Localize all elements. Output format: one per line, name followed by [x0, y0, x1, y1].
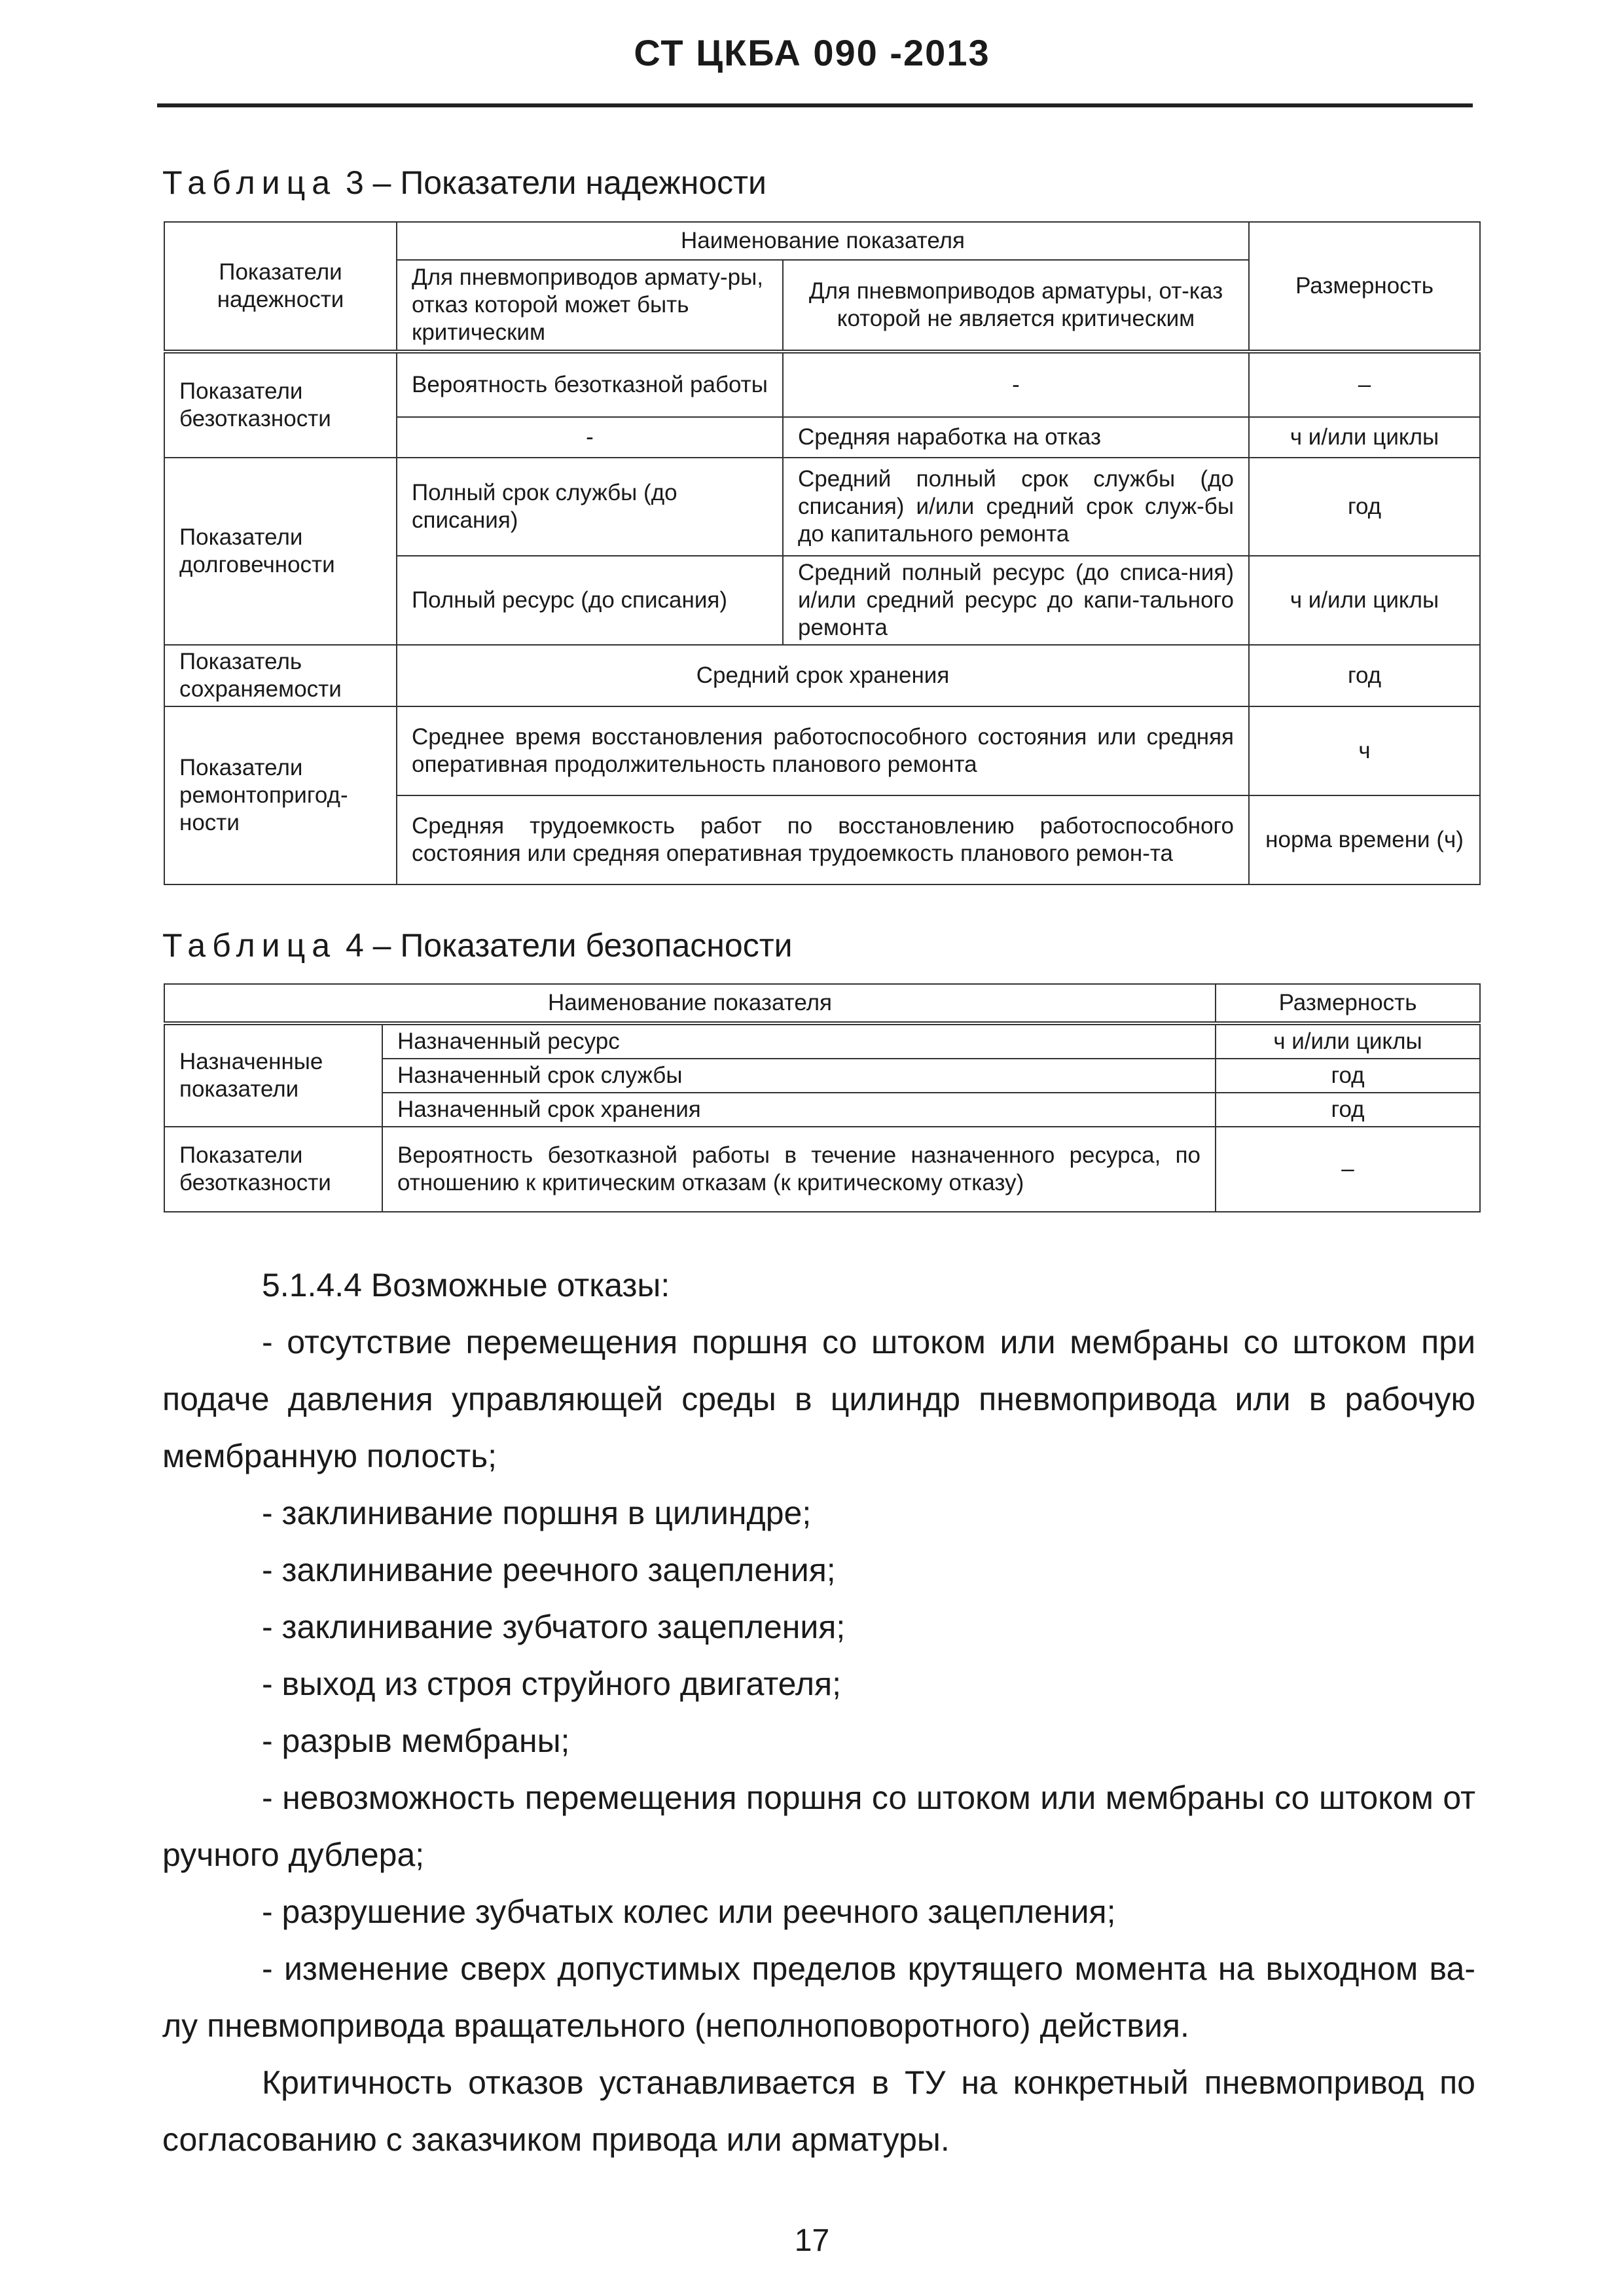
table3-group-storage: Показатель сохраняемости [164, 645, 397, 706]
table4-group-failsafe: Показатели безотказности [164, 1127, 382, 1212]
table3-cell: ч [1249, 706, 1480, 795]
header-rule [157, 103, 1473, 107]
table3-cell: год [1249, 645, 1480, 706]
table3-cell: норма времени (ч) [1249, 795, 1480, 884]
closing-paragraph: Критичность отказов устанавливается в ТУ на конкретный пневмопривод по согласованию с заказчиком привода или арматуры. [162, 2064, 1475, 2158]
table4-group-assigned: Назначенные показатели [164, 1023, 382, 1127]
table3-group-repair: Показатели ремонтопригод-ности [164, 706, 397, 884]
list-item: - отсутствие перемещения поршня со штоком или мембраны со штоком при подаче давления управляющей среды в цилиндр пневмопривода или в рабочую мембранную полость; [162, 1324, 1475, 1474]
table4-cell: Назначенный срок хранения [382, 1093, 1216, 1127]
list-item: - разрыв мембраны; [262, 1722, 570, 1759]
table3-cell: Средняя трудоемкость работ по восстановлению работоспособного состояния или средняя оперативная трудоемкость планового ремон-та [397, 795, 1249, 884]
table4-cell: ч и/или циклы [1216, 1023, 1480, 1059]
list-item: - разрушение зубчатых колес или реечного зацепления; [262, 1893, 1116, 1930]
table3-cell: Средний полный ресурс (до списа-ния) и/или средний ресурс до капи-тального ремонта [783, 556, 1249, 645]
list-item: - изменение сверх допустимых пределов крутящего момента на выходном ва-лу пневмопривода вращательного (неполноповоротного) действия. [162, 1950, 1475, 2044]
reliability-table [164, 221, 1481, 885]
table4-cell: год [1216, 1093, 1480, 1127]
table3-group-durability: Показатели долговечности [164, 458, 397, 645]
table3-caption-text: 3 – Показатели надежности [345, 164, 767, 201]
table4-cell: Назначенный срок службы [382, 1059, 1216, 1093]
table4-cell: Назначенный ресурс [382, 1023, 1216, 1059]
section-heading: 5.1.4.4 Возможные отказы: [262, 1267, 670, 1303]
table3-cell: Средний полный срок службы (до списания) и/или средний срок служ-бы до капитального ремонта [783, 458, 1249, 556]
table3-cell: ч и/или циклы [1249, 417, 1480, 458]
table3-cell: - [783, 352, 1249, 417]
table3-group-failsafe: Показатели безотказности [164, 352, 397, 458]
table3-head-noncritical: Для пневмоприводов арматуры, от-каз которой не является критическим [783, 260, 1249, 352]
list-item: - выход из строя струйного двигателя; [262, 1666, 841, 1702]
table4-caption-label: Таблица [162, 927, 337, 964]
safety-table [164, 983, 1481, 1212]
table3-caption [162, 164, 767, 202]
table4-cell: – [1216, 1127, 1480, 1212]
document-header: СТ ЦКБА 090 -2013 [634, 32, 990, 73]
table4-cell: год [1216, 1059, 1480, 1093]
table4-caption-text: 4 – Показатели безопасности [345, 927, 793, 964]
list-item: - заклинивание зубчатого зацепления; [262, 1609, 846, 1645]
table3-cell: - [397, 417, 783, 458]
table4-cell: Вероятность безотказной работы в течение назначенного ресурса, по отношению к критическим отказам (к критическому отказу) [382, 1127, 1216, 1212]
table4-caption [162, 926, 793, 964]
table3-cell: Среднее время восстановления работоспособного состояния или средняя оперативная продолжительность планового ремонта [397, 706, 1249, 795]
table3-cell: ч и/или циклы [1249, 556, 1480, 645]
table3-head-critical: Для пневмоприводов армату-ры, отказ которой может быть критическим [397, 260, 783, 352]
table3-cell: Средний срок хранения [397, 645, 1249, 706]
table3-cell: Вероятность безотказной работы [397, 352, 783, 417]
table3-head-unit: Размерность [1249, 222, 1480, 352]
table3-cell: Полный срок службы (до списания) [397, 458, 783, 556]
list-item: - заклинивание реечного зацепления; [262, 1552, 836, 1588]
table3-head-group: Показатели надежности [164, 222, 397, 352]
table3-cell: Средняя наработка на отказ [783, 417, 1249, 458]
table4-head-name: Наименование показателя [164, 984, 1216, 1023]
list-item: - заклинивание поршня в цилиндре; [262, 1495, 812, 1531]
table3-cell: Полный ресурс (до списания) [397, 556, 783, 645]
table3-head-name: Наименование показателя [397, 222, 1249, 260]
table3-cell: год [1249, 458, 1480, 556]
table4-head-unit: Размерность [1216, 984, 1480, 1023]
failures-section [162, 1257, 1475, 2168]
table3-cell: – [1249, 352, 1480, 417]
table3-caption-label: Таблица [162, 164, 337, 201]
list-item: - невозможность перемещения поршня со штоком или мембраны со штоком от ручного дублера; [162, 1779, 1475, 1873]
page-number: 17 [794, 2223, 830, 2258]
